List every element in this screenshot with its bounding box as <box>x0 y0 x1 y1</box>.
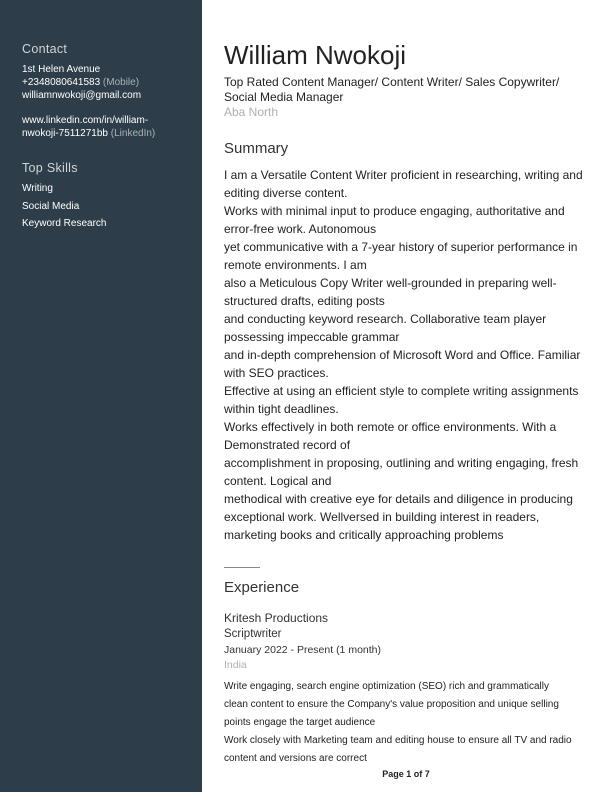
skill-item: Keyword Research <box>22 218 107 229</box>
phone: +2348080641583 <box>22 77 101 88</box>
summary-line: editing diverse content. <box>224 186 348 200</box>
summary-line: possessing impeccable grammar <box>224 330 400 344</box>
job-dates: January 2022 - Present (1 month) <box>224 644 381 656</box>
job-description <box>224 678 572 768</box>
section-divider <box>224 567 260 568</box>
description-line: clean content to ensure the Company's value proposition and unique selling <box>224 699 559 710</box>
summary-line: methodical with creative eye for details and diligence in producing <box>224 492 573 506</box>
summary-line: and conducting keyword research. Collaborative team player <box>224 312 547 326</box>
headline-line: Top Rated Content Manager/ Content Writer/ Sales Copywriter/ <box>224 75 560 89</box>
job-title: Scriptwriter <box>224 628 282 640</box>
location: Aba North <box>224 105 279 119</box>
summary-line: exceptional work. Wellversed in building interest in readers, <box>224 510 540 524</box>
summary-line: within tight deadlines. <box>224 402 339 416</box>
summary-text <box>224 166 583 544</box>
description-line: points engage the target audience <box>224 717 376 728</box>
job-location: India <box>224 659 247 671</box>
skill-item: Social Media <box>22 201 80 212</box>
summary-line: Effective at using an efficient style to complete writing assignments <box>224 384 579 398</box>
email-link[interactable]: williamnwokoji@gmail.com <box>22 90 142 101</box>
sidebar <box>0 0 202 792</box>
summary-line: yet communicative with a 7-year history of superior performance in <box>224 240 578 254</box>
summary-line: Demonstrated record of <box>224 438 351 452</box>
linkedin-label: (LinkedIn) <box>110 128 156 139</box>
headline <box>224 75 559 105</box>
linkedin-link-line2[interactable]: nwokoji-7511271bb <box>22 128 108 139</box>
description-line: content and versions are correct <box>224 753 367 764</box>
skill-item: Writing <box>22 183 53 194</box>
experience-heading: Experience <box>224 579 300 596</box>
page-number: Page 1 of 7 <box>382 769 430 779</box>
summary-line: Works with minimal input to produce engaging, authoritative and <box>224 204 565 218</box>
contact-heading: Contact <box>22 42 68 56</box>
address: 1st Helen Avenue <box>22 64 101 75</box>
description-line: Work closely with Marketing team and editing house to ensure all TV and radio <box>224 735 572 746</box>
summary-line: and in-depth comprehension of Microsoft Word and Office. Familiar <box>224 348 581 362</box>
summary-heading: Summary <box>224 140 289 157</box>
summary-line: with SEO practices. <box>224 366 329 380</box>
description-line: Write engaging, search engine optimization (SEO) rich and grammatically <box>224 681 549 692</box>
summary-line: accomplishment in proposing, outlining and writing engaging, fresh <box>224 456 579 470</box>
summary-line: error-free work. Autonomous <box>224 222 377 236</box>
person-name: William Nwokoji <box>224 40 407 70</box>
summary-line: remote environments. I am <box>224 258 367 272</box>
summary-line: structured drafts, editing posts <box>224 294 385 308</box>
headline-line: Social Media Manager <box>224 90 344 104</box>
summary-line: marketing books and critically approaching problems <box>224 528 504 542</box>
linkedin-link-line1[interactable]: www.linkedin.com/in/william- <box>22 115 149 126</box>
phone-label: (Mobile) <box>102 77 140 88</box>
summary-line: content. Logical and <box>224 474 332 488</box>
company-name: Kritesh Productions <box>224 611 329 625</box>
skills-heading: Top Skills <box>22 161 78 175</box>
linkedin-line2 <box>22 127 155 140</box>
summary-line: I am a Versatile Content Writer proficient in researching, writing and <box>224 168 583 182</box>
summary-line: Works effectively in both remote or office environments. With a <box>224 420 557 434</box>
phone-line <box>22 76 139 89</box>
summary-line: also a Meticulous Copy Writer well-grounded in preparing well- <box>224 276 557 290</box>
